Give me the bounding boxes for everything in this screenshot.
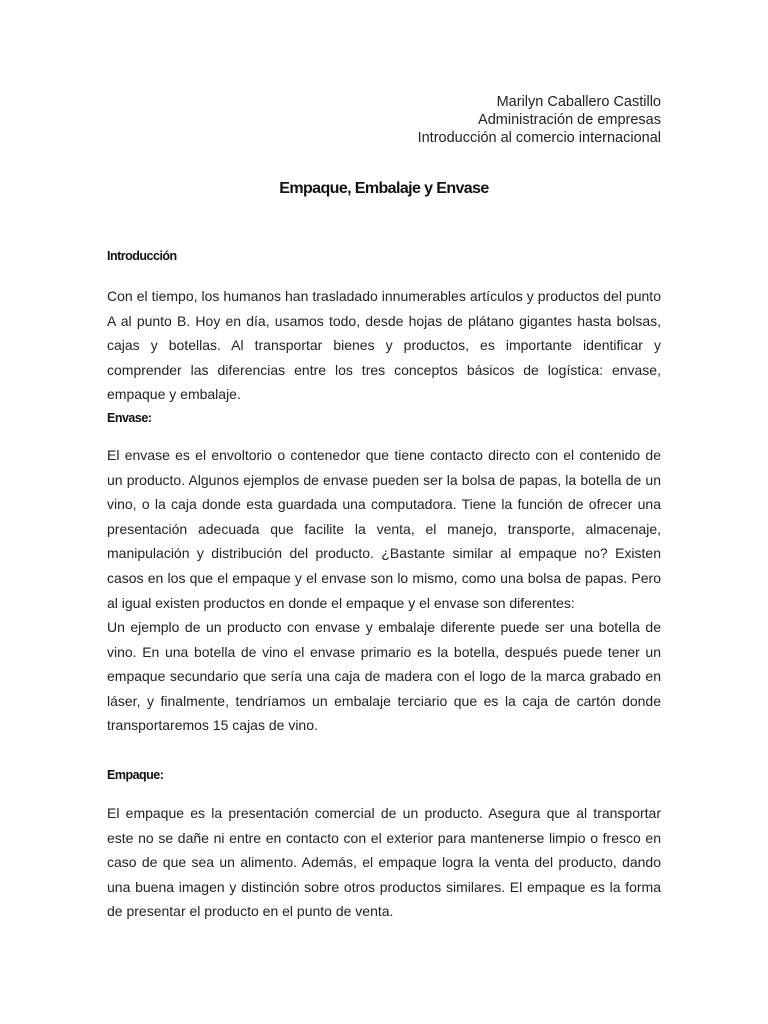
program-name: Administración de empresas (478, 112, 661, 128)
envase-heading: Envase: (107, 411, 152, 425)
author-info (418, 93, 661, 147)
empaque-heading: Empaque: (107, 768, 164, 782)
course-name: Introducción al comercio internacional (417, 130, 661, 146)
envase-paragraph-1: El envase es el envoltorio o contenedor que tiene contacto directo con el contenido de un producto. Algunos ejemplos de envase pueden ser la bolsa de papas, la botella de un vino, o la caja donde esta guardada una computadora. Tiene la función de ofrecer una presentación adecuada que facilite la venta, el manejo, transporte, almacenaje, manipulación y distribución del producto. ¿Bastante similar al empaque no? Existen casos en los que el empaque y el envase son lo mismo, como una bolsa de papas. Pero al igual existen productos en donde el empaque y el envase son diferentes: (107, 447, 661, 611)
author-name: Marilyn Caballero Castillo (496, 94, 661, 110)
empaque-paragraph: El empaque es la presentación comercial de un producto. Asegura que al transportar este no se dañe ni entre en contacto con el exterior para mantenerse limpio o fresco en caso de que sea un alimento. Además, el empaque logra la venta del producto, dando una buena imagen y distinción sobre otros productos similares. El empaque es la forma de presentar el producto en el punto de venta. (107, 805, 661, 920)
document-title: Empaque, Embalaje y Envase (279, 180, 489, 197)
intro-heading: Introducción (107, 249, 177, 263)
intro-paragraph: Con el tiempo, los humanos han trasladado innumerables artículos y productos del punto A al punto B. Hoy en día, usamos todo, desde hojas de plátano gigantes hasta bolsas, cajas y botellas. Al transportar bienes y productos, es importante identificar y comprender las diferencias entre los tres conceptos básicos de logística: envase, empaque y embalaje. (107, 288, 661, 403)
envase-paragraph-2: Un ejemplo de un producto con envase y embalaje diferente puede ser una botella de vino. En una botella de vino el envase primario es la botella, después puede tener un empaque secundario que sería una caja de madera con el logo de la marca grabado en láser, y finalmente, tendríamos un embalaje terciario que es la caja de cartón donde transportaremos 15 cajas de vino. (107, 619, 661, 734)
